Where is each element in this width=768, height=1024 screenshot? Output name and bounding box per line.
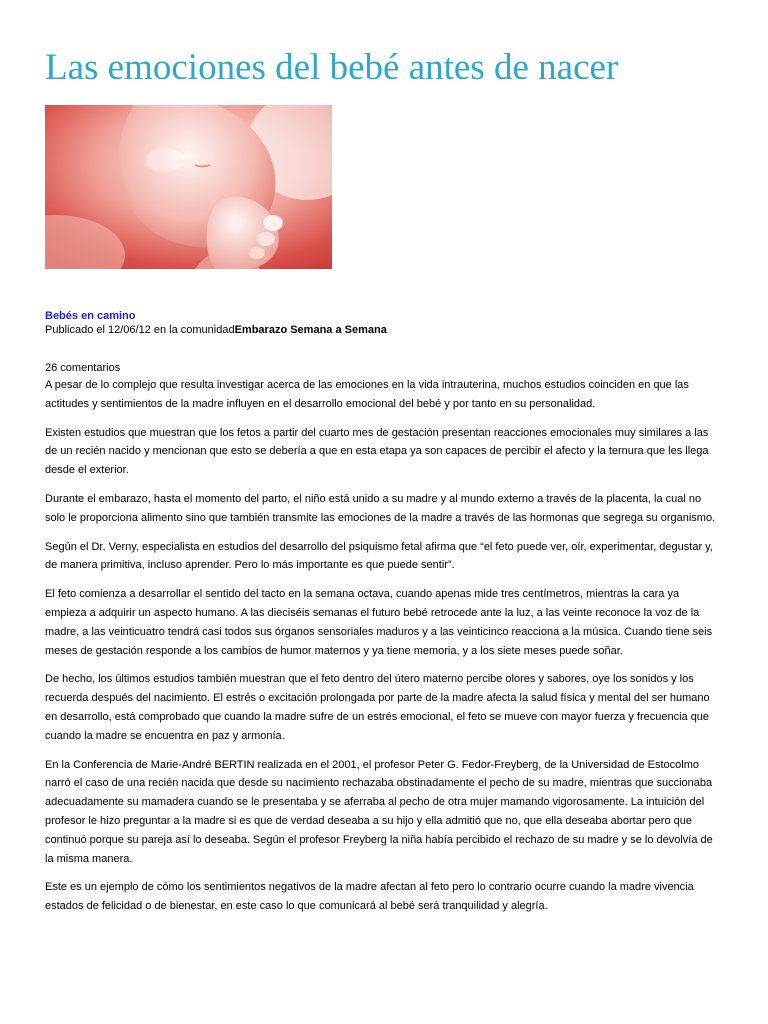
paragraph: Según el Dr. Verny, especialista en estudios del desarrollo del psiquismo fetal afirma que “el feto puede ver, oír, experimentar, degustar y, de manera primitiva, incluso aprender. Pero lo más importante es que puede sentir”. bbox=[45, 540, 713, 572]
fetus-illustration-image bbox=[45, 105, 332, 269]
paragraph: A pesar de lo complejo que resulta investigar acerca de las emociones en la vida intrauterina, muchos estudios coinciden en que las actitudes y sentimientos de la madre influyen en el desarrollo emocional del bebé y por tanto en su personalidad. bbox=[45, 379, 689, 410]
category-link[interactable]: Bebés en camino bbox=[45, 310, 136, 322]
paragraph: De hecho, los últimos estudios también muestran que el feto dentro del útero materno percibe olores y sabores, oye los sonidos y los recuerda después del nacimiento. El estrés o excitación prolongada por parte de la madre afecta la salud física y mental del ser humano en desarrollo, está comprobado que cuando la madre sufre de un estrés emocional, el feto se mueve con mayor fuerza y frecuencia que cuando la madre se encuentra en paz y armonía. bbox=[45, 673, 710, 742]
publish-info bbox=[45, 323, 387, 337]
paragraph: Existen estudios que muestran que los fetos a partir del cuarto mes de gestación presentan reacciones emocionales muy similares a las de un recién nacido y mencionan que esto se debería a que en esta etapa ya son capaces de percibir el afecto y la ternura que les llega desde el exterior. bbox=[45, 426, 709, 477]
paragraph: Durante el embarazo, hasta el momento del parto, el niño está unido a su madre y al mundo externo a través de la placenta, la cual no solo le proporciona alimento sino que también transmite las emociones de la madre a través de las hormonas que segrega su organismo. bbox=[45, 492, 716, 524]
community-link[interactable]: Embarazo Semana a Semana bbox=[234, 324, 387, 336]
paragraph: En la Conferencia de Marie-André BERTIN realizada en el 2001, el profesor Peter G. Fedor-Freyberg, de la Universidad de Estocolmo narró el caso de una recién nacida que desde su nacimiento rechazaba obstinadamente el pecho de su madre, mientras que succionaba adecuadamente su mamadera cuando se le presentaba y se aferraba al pecho de otra mujer mamando vigorosamente. La intuición del profesor le hizo preguntar a la madre si es que de verdad deseaba a su hijo y ella admitió que no, que ella deseaba abortar pero que continuó porque su pareja así lo deseaba. Según el profesor Freyberg la niña había percibido el rechazo de su madre y se lo devolvía de la misma manera. bbox=[45, 758, 713, 865]
paragraph: Este es un ejemplo de cómo los sentimientos negativos de la madre afectan al feto pero lo contrario ocurre cuando la madre vivencia estados de felicidad o de bienestar, en este caso lo que comunicará al bebé será tranquilidad y alegría. bbox=[45, 881, 694, 913]
article-body bbox=[45, 376, 723, 926]
comments-count-link[interactable]: 26 comentarios bbox=[45, 362, 121, 374]
article-title: Las emociones del bebé antes de nacer bbox=[45, 47, 619, 88]
paragraph: El feto comienza a desarrollar el sentido del tacto en la semana octava, cuando apenas mide tres centímetros, mientras la cara ya empieza a adquirir un aspecto humano. A las dieciséis semanas el futuro bebé retrocede ante la luz, a las veinte reconoce la voz de la madre, a las veinticuatro tendrá casi todos sus órganos sensoriales maduros y a las veinticinco reacciona a la música. Cuando tiene seis meses de gestación responde a los cambios de humor maternos y ya tiene memoria, y a los siete meses puede soñar. bbox=[45, 588, 713, 657]
publish-date-text: Publicado el 12/06/12 en la comunidad bbox=[45, 324, 235, 336]
